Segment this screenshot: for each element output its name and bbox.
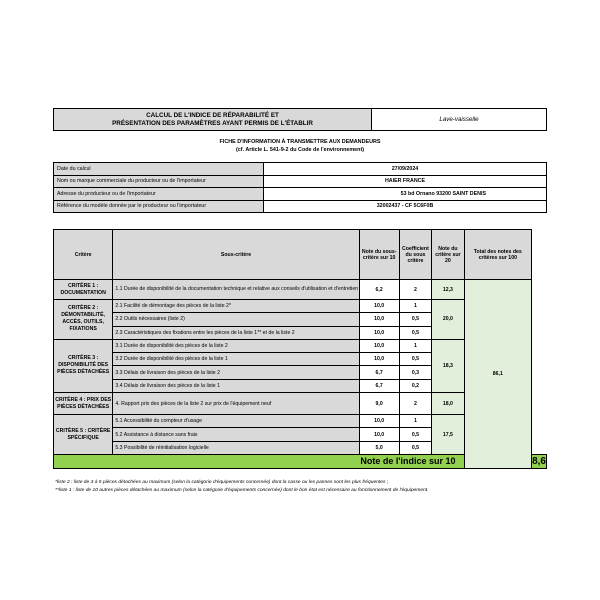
subcriterion-coef: 0,3 [399, 366, 432, 379]
subcriterion-note: 10,0 [359, 326, 399, 339]
info-row [54, 200, 547, 213]
subtitle-line-2: (cf. Article L. 541-9-2 du Code de l'environnement) [235, 147, 365, 153]
subcriterion-coef: 2 [399, 280, 432, 300]
info-row [54, 175, 547, 188]
product-type: Lave-vaisselle [372, 109, 547, 131]
subcriterion-note: 10,0 [359, 339, 399, 352]
criterion-2-score: 20,0 [432, 300, 464, 340]
subcriterion-label: 3.1 Durée de disponibilité des pièces de la liste 2 [113, 339, 359, 352]
header-table [53, 108, 547, 131]
subcriterion-coef: 1 [399, 415, 432, 428]
info-label: Adresse du producteur ou de l'importateur [54, 188, 264, 201]
info-value: 53 bd Ornano 93200 SAINT DENIS [264, 188, 547, 201]
subcriterion-label: 5.2 Assistance à distance sans frais [113, 428, 359, 441]
subcriterion-coef: 0,5 [399, 441, 432, 454]
criterion-4-name: CRITÈRE 4 : PRIX DES PIÈCES DÉTACHÉES [54, 393, 113, 415]
subcriterion-note: 10,0 [359, 313, 399, 326]
subcriterion-note: 10,0 [359, 353, 399, 366]
header-sous-critere: Sous-critère [113, 230, 359, 280]
total-score: 86,1 [464, 280, 532, 469]
subcriterion-coef: 1 [399, 339, 432, 352]
subcriterion-label: 2.1 Facilité de démontage des pièces de la liste 2* [113, 300, 359, 313]
criterion-2-name: CRITÈRE 2 : DÉMONTABILITÉ, ACCÈS, OUTILS, FIXATIONS [54, 300, 113, 340]
criterion-5-name: CRITÈRE 5 : CRITÈRE SPÉCIFIQUE [54, 415, 113, 455]
table-row [54, 280, 547, 300]
subcriterion-note: 6,7 [359, 366, 399, 379]
subcriterion-label: 3.2 Durée de disponibilité des pièces de la liste 1 [113, 353, 359, 366]
subcriterion-coef: 0,2 [399, 379, 432, 392]
subcriterion-label: 5.3 Possibilité de réinitialisation logicielle [113, 441, 359, 454]
subcriterion-label: 2.3 Caractéristiques des fixations entre les pièces de la liste 1** et de la liste 2 [113, 326, 359, 339]
info-label: Référence du modèle donnée par le producteur ou l'importateur [54, 200, 264, 213]
header-note-critere: Note du critère sur 20 [432, 230, 464, 280]
info-value: 32002437 - CF 5C6F0B [264, 200, 547, 213]
title-line-1: CALCUL DE L'INDICE DE RÉPARABILITÉ ET [146, 111, 279, 119]
footnote-2: **liste 1 : liste de 10 autres pièces détachées au maximum (selon la catégorie d'équipements concernée) dont le bon état est nécessaire au fonctionnement de l'équipement. [55, 488, 429, 493]
subcriterion-note: 10,0 [359, 415, 399, 428]
header-note-sous-critere: Note du sous-critère sur 10 [359, 230, 399, 280]
info-row [54, 188, 547, 201]
subcriterion-coef: 0,5 [399, 326, 432, 339]
header-coefficient: Coefficient du sous critère [399, 230, 432, 280]
subcriterion-note: 5,0 [359, 441, 399, 454]
criterion-4-score: 18,0 [432, 393, 464, 415]
subcriterion-coef: 0,5 [399, 313, 432, 326]
subtitle-line-1: FICHE D'INFORMATION À TRANSMETTRE AUX DEMANDEURS [219, 139, 381, 145]
info-label: Nom ou marque commerciale du producteur ou de l'importateur [54, 175, 264, 188]
subcriterion-label: 1.1 Durée de disponibilité de la documentation technique et relative aux conseils d'utilisation et d'entretien [113, 280, 359, 300]
subcriterion-coef: 0,5 [399, 353, 432, 366]
criterion-3-name: CRITÈRE 3 : DISPONIBILITÉ DES PIÈCES DÉTACHÉES [54, 339, 113, 392]
index-value: 8,6 [532, 455, 546, 467]
footnote-1: *liste 2 : liste de 3 à 5 pièces détachées au maximum (selon la catégorie d'équipements concernée) dont la casse ou les pannes sont les plus fréquentes ; [55, 480, 389, 485]
criterion-1-name: CRITÈRE 1 : DOCUMENTATION [54, 280, 113, 300]
title-line-2: PRÉSENTATION DES PARAMÈTRES AYANT PERMIS DE L'ÉTABLIR [112, 119, 313, 127]
score-table [53, 229, 547, 469]
header-critere: Critère [54, 230, 113, 280]
subcriterion-label: 3.3 Délais de livraison des pièces de la liste 2 [113, 366, 359, 379]
index-label: Note de l'indice sur 10 [54, 454, 465, 468]
subcriterion-label: 3.4 Délais de livraison des pièces de la liste 1 [113, 379, 359, 392]
subcriterion-label: 2.2 Outils nécessaires (liste 2) [113, 313, 359, 326]
criterion-1-score: 12,3 [432, 280, 464, 300]
subcriterion-coef: 1 [399, 300, 432, 313]
info-label: Date du calcul [54, 163, 264, 176]
info-table [53, 162, 547, 213]
sheet-title [54, 109, 372, 131]
info-value: HAIER FRANCE [264, 175, 547, 188]
subcriterion-note: 6,7 [359, 379, 399, 392]
subcriterion-note: 10,0 [359, 300, 399, 313]
criterion-5-score: 17,5 [432, 415, 464, 455]
subcriterion-coef: 0,5 [399, 428, 432, 441]
criterion-3-score: 18,3 [432, 339, 464, 392]
subcriterion-coef: 2 [399, 393, 432, 415]
subcriterion-note: 6,2 [359, 280, 399, 300]
table-header-row [54, 230, 547, 280]
subcriterion-label: 4. Rapport prix des pièces de la liste 2 sur prix de l'équipement neuf [113, 393, 359, 415]
header-total: Total des notes des critères sur 100 [464, 230, 532, 280]
subcriterion-note: 10,0 [359, 428, 399, 441]
subcriterion-note: 9,0 [359, 393, 399, 415]
info-row [54, 163, 547, 176]
subcriterion-label: 5.1 Accessibilité du compteur d'usage [113, 415, 359, 428]
info-value: 27/09/2024 [264, 163, 547, 176]
